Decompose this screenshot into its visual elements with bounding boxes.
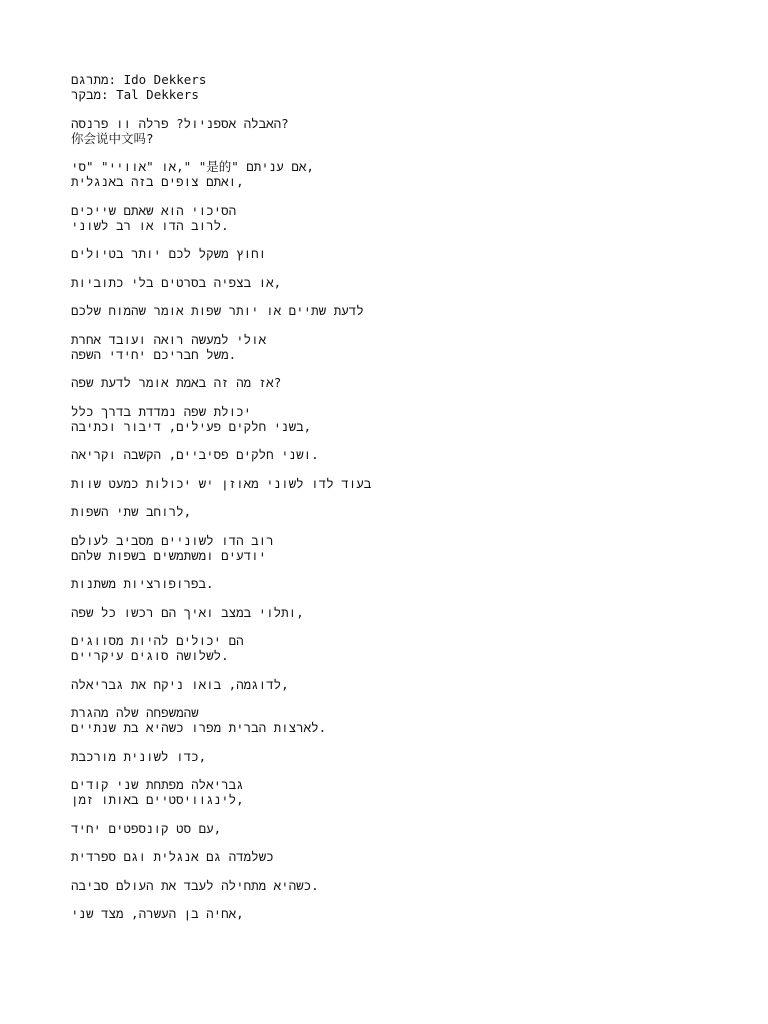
document-body — [71, 72, 711, 935]
transcript-paragraph — [71, 303, 711, 318]
transcript-line: כשהיא מתחילה לעבד את העולם סביבה. — [71, 877, 319, 893]
transcript-paragraph — [71, 576, 711, 591]
transcript-line: כשלמדה גם אנגלית וגם ספרדית — [71, 849, 274, 864]
transcript-paragraph — [71, 375, 711, 390]
transcript-line: גבריאלה מפתחת שני קודים — [71, 777, 244, 792]
transcript-line: לשלושה סוגים עיקריים. — [71, 648, 229, 663]
transcript-line: בפרופורציות משתנות. — [71, 576, 214, 591]
transcript-line: אולי למעשה רואה ועובד אחרת — [71, 331, 267, 347]
transcript-line: לרוב הדו או רב לשוני. — [71, 217, 229, 233]
transcript-paragraph — [71, 275, 711, 290]
transcript-paragraph — [71, 605, 711, 620]
transcript-line: לינגוויסטיים באותו זמן, — [71, 792, 244, 807]
transcript-paragraph — [71, 116, 711, 146]
transcript-paragraph — [71, 246, 711, 261]
transcript-line: או "אוויי" "סי," "是的" אם עניתם, — [71, 159, 314, 174]
transcript-paragraph — [71, 159, 711, 189]
transcript-paragraph — [71, 705, 711, 735]
transcript-paragraph — [71, 777, 711, 807]
transcript-line: עם סט קונספטים יחיד, — [71, 820, 222, 836]
reviewer-credit: מבקר: Tal Dekkers — [71, 87, 199, 102]
credits-block — [71, 72, 711, 102]
transcript-line: שהמשפחה שלה מהגרת — [71, 705, 199, 720]
transcript-paragraphs — [71, 116, 711, 922]
transcript-line: יכולת שפה נמדדת בדרך כלל — [71, 403, 252, 419]
transcript-line: 你会说中文吗? — [71, 130, 154, 146]
transcript-paragraph — [71, 821, 711, 836]
transcript-line: וחוץ משקל לכם יותר בטיולים — [71, 246, 267, 261]
transcript-paragraph — [71, 849, 711, 864]
transcript-paragraph — [71, 533, 711, 563]
translator-credit: מתרגם: Ido Dekkers — [71, 72, 207, 87]
transcript-line: בשני חלקים פעילים, דיבור וכתיבה, — [71, 418, 312, 434]
transcript-line: ואתם צופים בזה באנגלית, — [71, 174, 244, 189]
transcript-paragraph — [71, 203, 711, 233]
transcript-paragraph — [71, 677, 711, 692]
transcript-line: יודעים ומשתמשים בשפות שלהם — [71, 547, 267, 563]
transcript-paragraph — [71, 504, 711, 519]
transcript-line: לרוחב שתי השפות, — [71, 504, 192, 519]
transcript-line: משל חבריכם יחידי השפה. — [71, 346, 237, 362]
transcript-paragraph — [71, 906, 711, 921]
transcript-line: בעוד לדו לשוני מאוזן יש יכולות כמעט שוות — [71, 475, 372, 491]
transcript-paragraph — [71, 404, 711, 434]
transcript-line: לארצות הברית מפרו כשהיא בת שנתיים. — [71, 720, 327, 735]
transcript-paragraph — [71, 749, 711, 764]
transcript-line: לדעת שתיים או יותר שפות אומר שהמוח שלכם — [71, 303, 364, 318]
transcript-paragraph — [71, 447, 711, 462]
transcript-line: או בצפיה בסרטים בלי כתוביות, — [71, 274, 282, 290]
transcript-line: רוב הדו לשוניים מסביב לעולם — [71, 532, 274, 548]
transcript-paragraph — [71, 476, 711, 491]
transcript-line: הסיכוי הוא שאתם שייכים — [71, 202, 237, 218]
transcript-line: לדוגמה, בואו ניקח את גבריאלה, — [71, 676, 289, 692]
transcript-line: כדו לשונית מורכבת, — [71, 748, 207, 764]
transcript-line: הם יכולים להיות מסווגים — [71, 633, 244, 648]
transcript-paragraph — [71, 332, 711, 362]
transcript-line: ותלוי במצב ואיך הם רכשו כל שפה, — [71, 604, 304, 620]
transcript-line: ושני חלקים פסיביים, הקשבה וקריאה. — [71, 447, 319, 462]
transcript-line: האבלה אספניול? פרלה וו פרנסה? — [71, 115, 289, 131]
transcript-line: אז מה זה באמת אומר לדעת שפה? — [71, 375, 282, 390]
transcript-paragraph — [71, 878, 711, 893]
transcript-paragraph — [71, 633, 711, 663]
transcript-line: אחיה בן העשרה, מצד שני, — [71, 906, 244, 921]
